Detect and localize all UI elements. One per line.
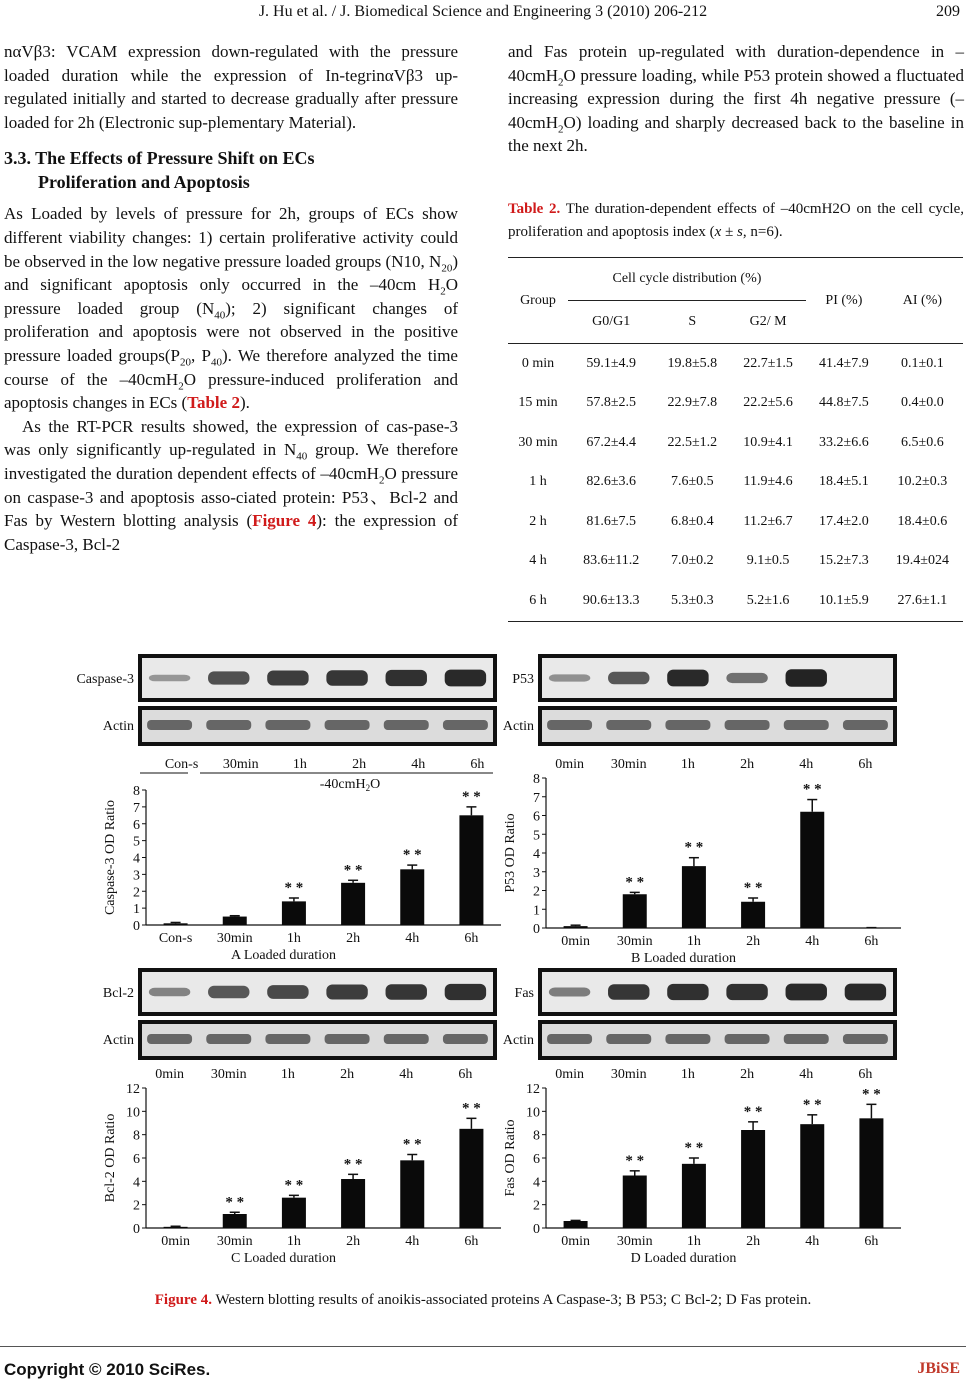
bar	[164, 923, 188, 925]
bar	[459, 1129, 483, 1228]
y-tick-label: 4	[133, 851, 140, 867]
col-header-g0g1: G0/G1	[568, 301, 654, 344]
protein-band	[549, 674, 590, 681]
table-row	[508, 542, 963, 582]
significance-mark: * *	[802, 1096, 822, 1113]
actin-blot	[540, 708, 895, 744]
actin-label: Actin	[502, 1033, 534, 1048]
table-row	[508, 344, 963, 384]
significance-mark: * *	[284, 880, 304, 896]
lane-label: 2h	[340, 1067, 355, 1082]
protein-band	[208, 986, 249, 999]
table-cell: 22.5±1.2	[667, 434, 718, 450]
actin-label: Actin	[102, 719, 134, 734]
table-cell: 0.4±0.0	[901, 395, 944, 411]
significance-mark: * *	[284, 1177, 304, 1194]
paragraph: As the RT-PCR results showed, the expression of cas-pase-3 was only significantly up-regulated in $N_{40}$ group. We therefore investigated the duration dependent effects of –40cmH$_2$O pressure on caspase-3 and apoptosis asso-ciated protein: P53、Bcl-2 and Fas by Western blotting analysis (Figure 4): the expression of Caspase-3, Bcl-2	[4, 416, 459, 554]
y-tick-label: 1	[533, 903, 540, 919]
y-tick-label: 0	[133, 1222, 140, 1237]
x-tick-label: 1h	[686, 934, 701, 949]
significance-mark: * *	[462, 788, 481, 805]
table-2	[508, 257, 963, 622]
lane-label: 0min	[155, 1067, 184, 1082]
y-tick-label: 0	[133, 919, 140, 934]
x-tick-label: 1h	[286, 1234, 301, 1249]
lane-label: 6h	[858, 1067, 873, 1082]
col-header-pi: PI (%)	[806, 258, 882, 344]
table-caption: Table 2. The duration-dependent effects of –40cmH2O on the cell cycle, proliferation and apoptosis index (x ± s, n=6).	[508, 201, 965, 240]
table-cell: 18.4±0.6	[897, 513, 948, 529]
y-tick-label: 10	[126, 1105, 140, 1121]
bar	[564, 926, 588, 928]
protein-band	[608, 984, 649, 1000]
running-head: J. Hu et al. / J. Biomedical Science and Engineering 3 (2010) 206-212	[258, 3, 708, 20]
y-tick-label: 8	[133, 1128, 140, 1144]
y-tick-label: 3	[133, 868, 140, 884]
y-tick-label: 6	[133, 1152, 140, 1167]
bar	[623, 894, 647, 928]
actin-band	[784, 1034, 829, 1044]
significance-mark: * *	[684, 1140, 704, 1156]
protein-band	[726, 984, 767, 1000]
lane-label: 4h	[399, 1067, 414, 1082]
actin-band	[606, 720, 651, 730]
lane-label: 1h	[292, 757, 307, 772]
protein-band	[445, 984, 486, 1000]
protein-band	[149, 675, 190, 682]
copyright: Copyright © 2010 SciRes.	[4, 1360, 211, 1379]
lane-label: 2h	[740, 1067, 755, 1082]
x-tick-label: 4h	[405, 931, 420, 946]
col-header-cycle: Cell cycle distribution (%)	[568, 258, 806, 301]
table-cell: 11.2±6.7	[743, 513, 793, 529]
table-cell: 22.9±7.8	[667, 395, 718, 411]
y-tick-label: 12	[126, 1082, 140, 1097]
x-tick-label: 2h	[346, 1234, 361, 1249]
western-blot	[140, 970, 495, 1014]
actin-band	[843, 720, 888, 730]
paragraph: and Fas protein up-regulated with duration-dependence in –40cmH$_2$O pressure loading, while P53 protein showed a fluctuated increasing expression during the first 4h negative pressure (–40cmH$_2$O) loading and sharply decreased back to the baseline in the next 2h.	[508, 42, 964, 156]
x-tick-label: 1h	[686, 1234, 701, 1249]
y-tick-label: 0	[533, 1222, 540, 1237]
table-cell: 22.2±5.6	[743, 395, 793, 411]
bar	[800, 812, 824, 928]
actin-band	[325, 1034, 370, 1044]
table-cell: 10.9±4.1	[743, 434, 793, 450]
table-row	[508, 384, 963, 424]
y-axis-title: Fas OD Ratio	[503, 1119, 518, 1197]
x-tick-label: 4h	[405, 1234, 420, 1249]
actin-band	[147, 720, 192, 730]
actin-band	[443, 720, 488, 730]
bar	[741, 902, 765, 928]
table-cell: 6 h	[508, 581, 568, 621]
table-cell: 7.6±0.5	[670, 474, 714, 490]
y-tick-label: 1	[133, 902, 140, 918]
y-axis-title: Caspase-3 OD Ratio	[103, 799, 118, 916]
significance-mark: * *	[743, 1103, 763, 1120]
table-cell: 5.3±0.3	[654, 581, 730, 621]
western-blot	[140, 656, 495, 700]
actin-band	[547, 720, 592, 730]
table-cell: 4 h	[529, 553, 547, 569]
table-cell: 83.6±11.2	[583, 553, 640, 569]
actin-blot	[140, 708, 495, 744]
significance-mark: * *	[625, 1152, 645, 1169]
table-cell: 7.0±0.2	[670, 553, 714, 569]
table-cell: 18.4±5.1	[819, 474, 869, 490]
table-cell: 19.8±5.8	[667, 355, 718, 371]
protein-band	[386, 670, 427, 686]
x-tick-label: 6h	[864, 934, 879, 949]
right-column	[508, 40, 964, 158]
bar	[682, 866, 706, 928]
bar	[564, 1221, 588, 1228]
x-axis-title: A Loaded duration	[231, 948, 336, 963]
actin-band	[606, 1034, 651, 1044]
table-cell: 22.7±1.5	[743, 355, 793, 371]
table-cell: 2 h	[529, 513, 547, 529]
x-tick-label: 1h	[286, 931, 301, 946]
x-tick-label: Con-s	[158, 931, 193, 946]
protein-band	[445, 670, 486, 687]
actin-band	[725, 720, 770, 730]
y-tick-label: 8	[533, 1128, 540, 1144]
col-header-g2m: G2/ M	[730, 301, 806, 344]
page-number: 209	[936, 3, 960, 20]
protein-band	[549, 988, 590, 997]
lane-label: 30min	[222, 757, 259, 772]
actin-band	[265, 1034, 310, 1044]
bar	[623, 1176, 647, 1229]
protein-band	[326, 985, 367, 1000]
paragraph: As Loaded by levels of pressure for 2h, groups of ECs show different viability changes: 1) certain proliferative activity could be observed in the low negative pressure loaded groups (N10, $N_{20}$) and significant apoptosis only occurred in the –40cm $H_2O$ pressure loaded group $(N_{40})$; 2) significant changes of proliferation and apoptosis were not observed in the positive pressure loaded $groups(P_{20}$, $P_{40}$). We therefore analyzed the time course of the –40cmH$_2$O pressure-induced proliferation and apoptosis changes in ECs (Table 2).	[4, 204, 459, 413]
protein-band	[608, 672, 649, 685]
bar	[400, 1160, 424, 1228]
bar	[164, 1227, 188, 1228]
blot-label: Caspase-3	[76, 672, 134, 687]
lane-label: 1h	[680, 757, 695, 772]
x-tick-label: 2h	[746, 1234, 761, 1249]
table-cell: 90.6±13.3	[568, 581, 654, 621]
blot-label: Bcl-2	[102, 986, 134, 1001]
table-cell: 17.4±2.0	[819, 513, 869, 529]
protein-band	[386, 984, 427, 1000]
actin-band	[206, 720, 251, 730]
protein-band	[267, 671, 308, 686]
page-header	[0, 0, 966, 24]
lane-label: 0min	[555, 1067, 584, 1082]
y-tick-label: 5	[133, 834, 140, 850]
protein-band	[326, 670, 367, 686]
table-cell: 67.2±4.4	[586, 434, 636, 450]
y-tick-label: 4	[533, 847, 540, 862]
bar	[400, 869, 424, 925]
table-row	[508, 502, 963, 542]
table-cell: 9.1±0.5	[746, 553, 790, 569]
y-tick-label: 6	[533, 1152, 540, 1167]
significance-mark: * *	[402, 847, 422, 864]
x-tick-label: 2h	[346, 931, 361, 946]
y-axis-title: Bcl-2 OD Ratio	[103, 1113, 118, 1203]
protein-band	[845, 984, 886, 1001]
y-tick-label: 12	[526, 1082, 540, 1097]
lane-label: 30min	[610, 1067, 647, 1082]
x-tick-label: 0min	[561, 934, 590, 949]
journal-abbrev: JBiSE	[917, 1360, 960, 1377]
lane-label: 30min	[210, 1067, 247, 1082]
bar	[459, 815, 483, 925]
x-tick-label: 6h	[464, 931, 479, 946]
lane-label: 1h	[280, 1067, 295, 1082]
actin-band	[725, 1034, 770, 1044]
significance-mark: * *	[625, 874, 645, 891]
y-tick-label: 6	[533, 809, 540, 825]
significance-mark: * *	[343, 1156, 363, 1173]
table-cell: 57.8±2.5	[586, 395, 636, 411]
table-cell: 10.1±5.9	[806, 581, 882, 621]
significance-mark: * *	[684, 839, 704, 856]
y-tick-label: 2	[133, 885, 140, 901]
group-label: -40cmH$_2$O	[319, 777, 381, 793]
y-tick-label: 10	[526, 1105, 540, 1121]
actin-band	[384, 720, 429, 730]
actin-band	[325, 720, 370, 730]
actin-band	[843, 1034, 888, 1044]
y-tick-label: 0	[533, 922, 540, 937]
bar	[741, 1130, 765, 1228]
protein-band	[267, 985, 308, 999]
y-tick-label: 4	[533, 1175, 540, 1191]
actin-blot	[140, 1022, 495, 1058]
significance-mark: * *	[225, 1194, 245, 1211]
lane-label: 4h	[411, 757, 426, 772]
lane-label: 2h	[740, 757, 755, 772]
protein-band	[667, 984, 708, 1000]
table-cell: 19.4±024	[895, 553, 949, 569]
protein-band	[786, 984, 827, 1001]
bar	[341, 1179, 365, 1228]
lane-label: 4h	[799, 1067, 814, 1082]
protein-band	[786, 669, 827, 686]
y-tick-label: 8	[533, 772, 540, 787]
lane-label: 2h	[352, 757, 367, 772]
blot-label: Fas	[514, 986, 534, 1001]
x-tick-label: 4h	[805, 1234, 820, 1249]
x-tick-label: 30min	[616, 934, 653, 949]
x-tick-label: 30min	[616, 1234, 653, 1249]
lane-label: Con-s	[164, 757, 199, 772]
protein-band	[726, 673, 767, 683]
col-header-group: Group	[508, 258, 568, 344]
lane-label: 6h	[858, 757, 873, 772]
x-tick-label: 6h	[464, 1234, 479, 1249]
x-tick-label: 0min	[561, 1234, 590, 1249]
y-tick-label: 2	[533, 1198, 540, 1214]
x-axis-title: C Loaded duration	[231, 1251, 336, 1266]
table-cell: 10.2±0.3	[897, 474, 948, 490]
protein-band	[208, 671, 249, 684]
x-tick-label: 0min	[161, 1234, 190, 1249]
western-blot	[540, 656, 895, 700]
lane-label: 0min	[555, 757, 584, 772]
table-cell: 59.1±4.9	[586, 355, 636, 371]
y-tick-label: 8	[133, 784, 140, 799]
actin-blot	[540, 1022, 895, 1058]
x-tick-label: 2h	[746, 934, 761, 949]
x-axis-title: B Loaded duration	[631, 951, 736, 966]
bar	[282, 1198, 306, 1228]
bar	[800, 1124, 824, 1228]
table-cell: 5.2±1.6	[730, 581, 806, 621]
figure-caption: Figure 4. Western blotting results of anoikis-associated proteins A Caspase-3; B P53; C Bcl-2; D Fas protein.	[154, 1292, 812, 1308]
table-cell: 30 min	[518, 434, 558, 450]
table-2-link[interactable]: Table 2	[187, 393, 240, 413]
actin-band	[265, 720, 310, 730]
blot-label: P53	[512, 672, 534, 687]
y-tick-label: 7	[133, 800, 140, 816]
actin-band	[384, 1034, 429, 1044]
lane-label: 4h	[799, 757, 814, 772]
table-cell: 44.8±7.5	[819, 395, 869, 411]
significance-mark: * *	[743, 880, 763, 896]
actin-band	[443, 1034, 488, 1044]
y-tick-label: 2	[133, 1198, 140, 1214]
table-row	[508, 423, 963, 463]
western-blot	[540, 970, 895, 1014]
actin-band	[784, 720, 829, 730]
lane-label: 1h	[680, 1067, 695, 1082]
table-cell: 33.2±6.6	[819, 434, 869, 450]
lane-label: 30min	[610, 757, 647, 772]
left-column	[4, 40, 458, 556]
table-cell: 6.8±0.4	[670, 513, 714, 529]
y-tick-label: 6	[133, 817, 140, 833]
table-cell: 41.4±7.9	[819, 355, 869, 371]
footer-rule	[0, 1346, 966, 1347]
protein-band	[667, 670, 708, 687]
lane-label: 6h	[470, 757, 485, 772]
x-tick-label: 30min	[216, 1234, 253, 1249]
table-cell: 0 min	[521, 355, 555, 371]
table-cell: 15.2±7.3	[819, 553, 869, 569]
table-cell: 81.6±7.5	[586, 513, 636, 529]
col-header-ai: AI (%)	[882, 258, 963, 344]
actin-band	[147, 1034, 192, 1044]
table-cell: 27.6±1.1	[882, 581, 963, 621]
y-tick-label: 5	[533, 828, 540, 844]
significance-mark: * *	[802, 781, 822, 798]
y-tick-label: 7	[533, 790, 540, 806]
bar	[223, 917, 247, 925]
table-cell: 82.6±3.6	[586, 474, 636, 490]
actin-label: Actin	[102, 1033, 134, 1048]
figure-4	[76, 650, 970, 1270]
table-cell: 11.9±4.6	[743, 474, 793, 490]
actin-band	[206, 1034, 251, 1044]
protein-band	[149, 988, 190, 996]
actin-band	[665, 720, 710, 730]
table-cell: 15 min	[518, 395, 558, 411]
table-row	[508, 463, 963, 503]
y-tick-label: 4	[133, 1175, 140, 1191]
table-cell: 6.5±0.6	[901, 434, 944, 450]
actin-band	[547, 1034, 592, 1044]
x-tick-label: 6h	[864, 1234, 879, 1249]
actin-label: Actin	[502, 719, 534, 734]
significance-mark: * *	[343, 862, 363, 879]
bar	[341, 883, 365, 925]
lane-label: 6h	[458, 1067, 473, 1082]
bar	[223, 1214, 247, 1228]
x-tick-label: 30min	[216, 931, 253, 946]
table-cell: 0.1±0.1	[901, 355, 944, 371]
significance-mark: * *	[862, 1086, 881, 1103]
bar	[282, 901, 306, 925]
section-heading: 3.3. The Effects of Pressure Shift on ECs Proliferation and Apoptosis	[4, 148, 315, 193]
y-tick-label: 2	[533, 884, 540, 900]
x-tick-label: 4h	[805, 934, 820, 949]
y-tick-label: 3	[533, 865, 540, 881]
bar	[859, 1118, 883, 1228]
paragraph: nαVβ3: VCAM expression down-regulated with the pressure loaded duration while the expression of In-tegrinαVβ3 up-regulated initially and started to decrease gradually after pressure loaded for 2h (Electronic sup-plementary Material).	[4, 42, 458, 132]
table-cell: 1 h	[529, 474, 547, 490]
actin-band	[665, 1034, 710, 1044]
col-header-s: S	[654, 301, 730, 344]
bar	[682, 1164, 706, 1228]
page-footer	[0, 1355, 966, 1385]
figure-4-link[interactable]: Figure 4	[252, 511, 317, 531]
y-axis-title: P53 OD Ratio	[503, 813, 518, 893]
table-row	[508, 581, 963, 621]
significance-mark: * *	[462, 1100, 481, 1117]
significance-mark: * *	[402, 1136, 422, 1153]
x-axis-title: D Loaded duration	[630, 1251, 737, 1266]
